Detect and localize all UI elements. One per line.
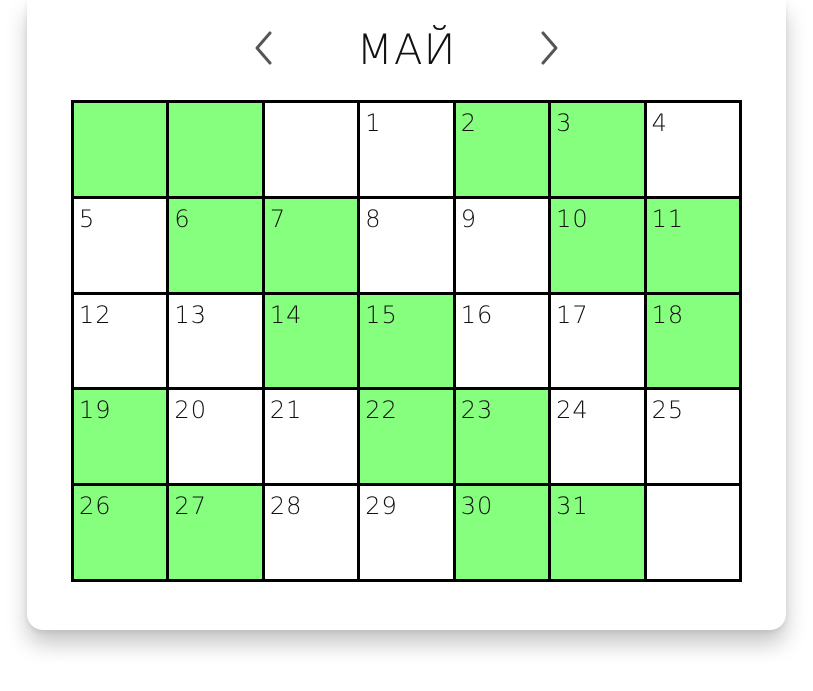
day-number: 5 [79,204,96,233]
month-title: МАЙ [356,25,457,74]
day-number: 22 [365,396,398,425]
day-number: 29 [365,492,398,521]
day-cell-24[interactable] [551,390,646,486]
empty-day-cell[interactable] [265,103,360,199]
day-number: 20 [174,396,207,425]
day-number: 30 [460,492,494,521]
day-number: 15 [365,300,398,329]
day-number: 7 [269,204,287,233]
day-cell-28[interactable] [265,486,360,582]
day-cell-13[interactable] [169,295,264,391]
day-cell-9[interactable] [456,199,551,295]
day-number: 16 [460,300,494,329]
day-cell-6[interactable] [169,199,264,295]
day-cell-30[interactable] [456,486,551,582]
day-number: 19 [79,396,112,425]
day-number: 23 [460,396,494,425]
day-cell-3[interactable] [551,103,646,199]
day-cell-16[interactable] [456,295,551,391]
day-number: 31 [556,492,589,521]
prev-month-button[interactable] [249,28,279,68]
day-number: 14 [269,300,303,329]
day-number: 1 [365,109,382,137]
day-cell-21[interactable] [265,390,360,486]
day-cell-29[interactable] [360,486,455,582]
day-cell-15[interactable] [360,295,455,391]
day-number: 13 [174,300,207,329]
day-number: 9 [460,204,477,233]
day-number: 25 [651,396,685,425]
day-cell-22[interactable] [360,390,455,486]
day-cell-31[interactable] [551,486,646,582]
day-number: 27 [174,492,207,521]
day-number: 2 [460,109,477,137]
chevron-right-icon [534,28,564,68]
day-number: 4 [651,109,668,137]
day-cell-4[interactable] [647,103,742,199]
day-cell-7[interactable] [265,199,360,295]
calendar-grid [71,100,742,582]
day-cell-26[interactable] [74,486,169,582]
day-number: 26 [79,492,112,521]
day-number: 12 [79,300,112,329]
day-cell-27[interactable] [169,486,264,582]
day-number: 3 [556,109,573,137]
calendar-header [0,0,813,100]
day-number: 17 [556,300,589,329]
day-number: 8 [365,204,382,233]
day-cell-17[interactable] [551,295,646,391]
day-number: 6 [174,204,191,233]
chevron-left-icon [249,28,279,68]
day-cell-20[interactable] [169,390,264,486]
day-number: 18 [651,300,685,329]
day-number: 10 [556,204,589,233]
day-cell-11[interactable] [647,199,742,295]
day-cell-14[interactable] [265,295,360,391]
day-number: 28 [269,492,303,521]
day-cell-25[interactable] [647,390,742,486]
day-cell-8[interactable] [360,199,455,295]
day-cell-10[interactable] [551,199,646,295]
day-number: 21 [269,396,303,425]
day-number: 11 [651,204,685,233]
day-cell-12[interactable] [74,295,169,391]
day-cell-23[interactable] [456,390,551,486]
day-cell-5[interactable] [74,199,169,295]
day-cell-18[interactable] [647,295,742,391]
empty-day-cell[interactable] [647,486,742,582]
day-number: 24 [556,396,589,425]
day-cell-1[interactable] [360,103,455,199]
next-month-button[interactable] [534,28,564,68]
day-cell-2[interactable] [456,103,551,199]
empty-day-cell[interactable] [74,103,169,199]
day-cell-19[interactable] [74,390,169,486]
empty-day-cell[interactable] [169,103,264,199]
